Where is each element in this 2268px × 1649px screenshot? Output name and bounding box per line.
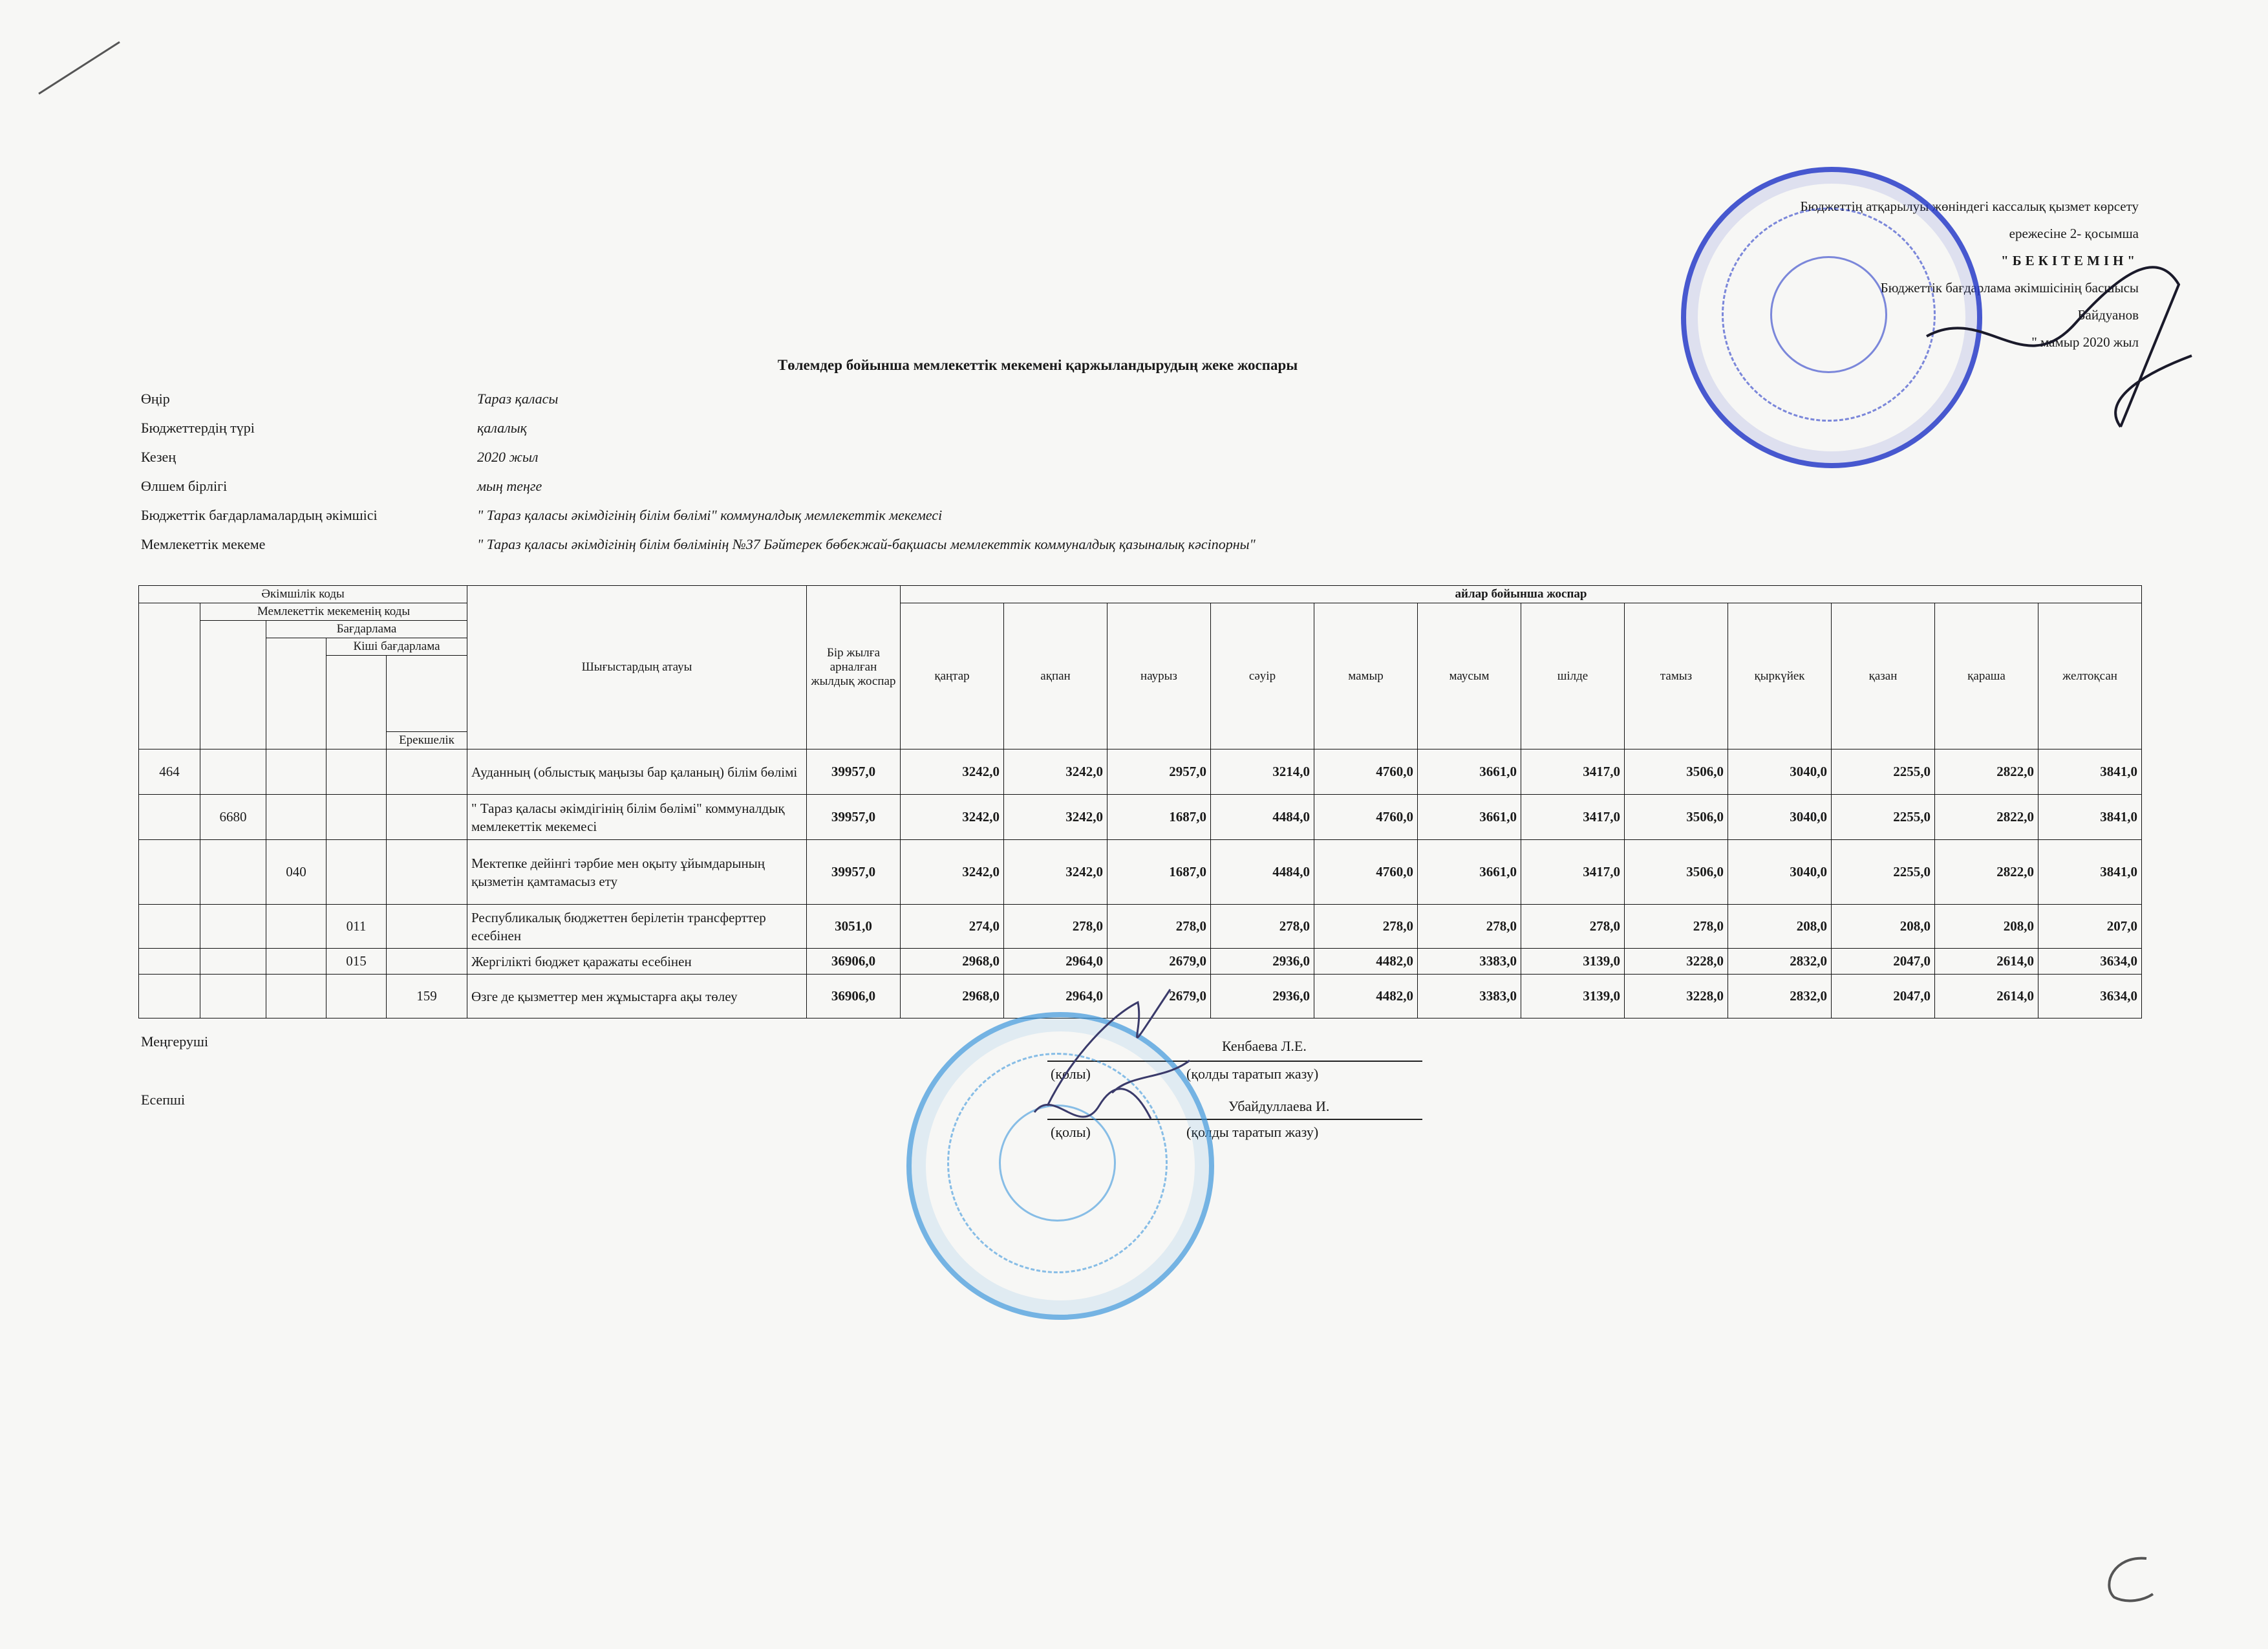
month-value-cell: 278,0 xyxy=(1418,905,1521,949)
month-value-cell: 3634,0 xyxy=(2038,975,2142,1018)
meta-value: Тараз қаласы xyxy=(477,391,559,407)
month-value-cell: 3661,0 xyxy=(1418,840,1521,905)
code-cell xyxy=(387,949,467,975)
month-value-cell: 2047,0 xyxy=(1832,949,1935,975)
table-row xyxy=(139,749,2142,795)
annual-plan-cell: 39957,0 xyxy=(807,749,901,795)
month-value-cell: 3040,0 xyxy=(1728,795,1832,840)
month-value-cell: 3634,0 xyxy=(2038,949,2142,975)
month-value-cell: 2614,0 xyxy=(1935,949,2038,975)
table-row xyxy=(139,905,2142,949)
month-header: ақпан xyxy=(1004,603,1107,749)
month-header: наурыз xyxy=(1107,603,1211,749)
code-cell xyxy=(139,795,200,840)
month-value-cell: 3383,0 xyxy=(1418,975,1521,1018)
approval-line-1: Бюджеттің атқарылуы жөніндегі кассалық қызмет көрсету xyxy=(1800,199,2139,214)
month-value-cell: 3228,0 xyxy=(1625,975,1728,1018)
code-cell xyxy=(200,905,266,949)
month-value-cell: 4484,0 xyxy=(1211,795,1314,840)
annual-plan-cell: 39957,0 xyxy=(807,795,901,840)
approval-line-4: Бюджеттік бағдарлама әкімшісінің басшысы xyxy=(1880,280,2139,296)
month-value-cell: 3506,0 xyxy=(1625,840,1728,905)
month-value-cell: 2968,0 xyxy=(901,949,1004,975)
month-value-cell: 278,0 xyxy=(1107,905,1211,949)
month-value-cell: 3841,0 xyxy=(2038,840,2142,905)
month-value-cell: 2832,0 xyxy=(1728,949,1832,975)
month-value-cell: 2936,0 xyxy=(1211,975,1314,1018)
month-value-cell: 3242,0 xyxy=(901,795,1004,840)
code-cell xyxy=(200,840,266,905)
meta-value: мың теңге xyxy=(477,478,542,494)
month-value-cell: 3242,0 xyxy=(1004,840,1107,905)
manager-name: Кенбаева Л.Е. xyxy=(1222,1038,1307,1054)
table-row xyxy=(139,795,2142,840)
code-cell xyxy=(139,949,200,975)
specific-header: Ерекшелік xyxy=(387,732,467,749)
month-value-cell: 3214,0 xyxy=(1211,749,1314,795)
header-row-1 xyxy=(139,586,2142,603)
accountant-name: Убайдуллаева И. xyxy=(1228,1098,1330,1114)
code-cell xyxy=(200,949,266,975)
month-value-cell: 4484,0 xyxy=(1211,840,1314,905)
month-value-cell: 2968,0 xyxy=(901,975,1004,1018)
accountant-label: Есепші xyxy=(141,1092,186,1108)
month-value-cell: 3040,0 xyxy=(1728,749,1832,795)
month-header: қыркүйек xyxy=(1728,603,1832,749)
meta-label: Өлшем бірлігі xyxy=(141,478,228,494)
month-value-cell: 4760,0 xyxy=(1314,795,1418,840)
month-value-cell: 2822,0 xyxy=(1935,795,2038,840)
month-value-cell: 3139,0 xyxy=(1521,975,1625,1018)
month-value-cell: 1687,0 xyxy=(1107,795,1211,840)
approver-name: Байдуанов xyxy=(2077,307,2139,323)
month-value-cell: 2832,0 xyxy=(1728,975,1832,1018)
decode-note: (қолды таратып жазу) xyxy=(1186,1066,1319,1082)
month-value-cell: 2614,0 xyxy=(1935,975,2038,1018)
annual-plan-cell: 36906,0 xyxy=(807,975,901,1018)
approval-heading: "БЕКІТЕМІН" xyxy=(2001,253,2139,268)
meta-label: Өңір xyxy=(141,391,170,407)
expense-name-cell: Өзге де қызметтер мен жұмыстарға ақы төлеу xyxy=(467,975,807,1018)
month-value-cell: 2964,0 xyxy=(1004,949,1107,975)
annual-plan-cell: 36906,0 xyxy=(807,949,901,975)
meta-label: Бюджеттердің түрі xyxy=(141,420,255,436)
code-cell xyxy=(200,975,266,1018)
code-cell xyxy=(139,840,200,905)
code-cell xyxy=(139,905,200,949)
month-header: қараша xyxy=(1935,603,2038,749)
code-cell xyxy=(139,975,200,1018)
month-value-cell: 3417,0 xyxy=(1521,795,1625,840)
month-value-cell: 278,0 xyxy=(1004,905,1107,949)
month-value-cell: 278,0 xyxy=(1521,905,1625,949)
meta-value: 2020 жыл xyxy=(477,449,539,465)
code-cell xyxy=(326,795,387,840)
month-header: желтоқсан xyxy=(2038,603,2142,749)
code-cell xyxy=(266,749,326,795)
expense-name-header: Шығыстардың атауы xyxy=(467,586,807,749)
table-row xyxy=(139,949,2142,975)
decode-note: (қолды таратып жазу) xyxy=(1186,1124,1319,1140)
month-value-cell: 3506,0 xyxy=(1625,795,1728,840)
monthly-plan-header: айлар бойынша жоспар xyxy=(901,586,2142,603)
month-value-cell: 278,0 xyxy=(1314,905,1418,949)
code-cell: 159 xyxy=(387,975,467,1018)
code-cell xyxy=(266,949,326,975)
month-value-cell: 4482,0 xyxy=(1314,949,1418,975)
month-value-cell: 2679,0 xyxy=(1107,975,1211,1018)
month-header: маусым xyxy=(1418,603,1521,749)
month-value-cell: 3841,0 xyxy=(2038,749,2142,795)
month-value-cell: 3040,0 xyxy=(1728,840,1832,905)
month-value-cell: 3506,0 xyxy=(1625,749,1728,795)
code-cell xyxy=(387,905,467,949)
code-cell xyxy=(387,840,467,905)
month-header: тамыз xyxy=(1625,603,1728,749)
month-value-cell: 208,0 xyxy=(1832,905,1935,949)
manager-label: Меңгеруші xyxy=(141,1033,209,1050)
month-value-cell: 208,0 xyxy=(1935,905,2038,949)
month-value-cell: 3228,0 xyxy=(1625,949,1728,975)
document-title: Төлемдер бойынша мемлекеттік мекемені қаржыландырудың жеке жоспары xyxy=(777,357,1298,373)
expense-name-cell: Ауданның (облыстық маңызы бар қаланың) білім бөлімі xyxy=(467,749,807,795)
month-value-cell: 2964,0 xyxy=(1004,975,1107,1018)
institution-code-header: Мемлекеттік мекеменің коды xyxy=(200,603,467,621)
month-value-cell: 1687,0 xyxy=(1107,840,1211,905)
expense-name-cell: Республикалық бюджеттен берілетін трансферттер есебінен xyxy=(467,905,807,949)
code-cell xyxy=(266,905,326,949)
month-value-cell: 4482,0 xyxy=(1314,975,1418,1018)
month-value-cell: 2936,0 xyxy=(1211,949,1314,975)
month-value-cell: 3417,0 xyxy=(1521,749,1625,795)
code-cell xyxy=(266,975,326,1018)
scan-mark-top-left xyxy=(32,32,129,103)
meta-value: " Тараз қаласы әкімдігінің білім бөлімінің №37 Бәйтерек бөбекжай-бақшасы мемлекеттік коммуналдық қазыналық кәсіпорны" xyxy=(477,536,1256,552)
month-value-cell: 2255,0 xyxy=(1832,840,1935,905)
month-value-cell: 2822,0 xyxy=(1935,749,2038,795)
meta-value: қалалық xyxy=(477,420,527,436)
meta-label: Мемлекеттік мекеме xyxy=(141,536,266,552)
code-cell xyxy=(387,749,467,795)
code-cell: 6680 xyxy=(200,795,266,840)
code-cell xyxy=(326,975,387,1018)
admin-code-header: Әкімшілік коды xyxy=(139,586,467,603)
month-value-cell: 2255,0 xyxy=(1832,749,1935,795)
signature-bottom-2 xyxy=(1022,1073,1164,1151)
expense-name-cell: " Тараз қаласы әкімдігінің білім бөлімі" коммуналдық мемлекеттік мекемесі xyxy=(467,795,807,840)
code-cell xyxy=(326,749,387,795)
expense-name-cell: Мектепке дейінгі тәрбие мен оқыту ұйымдарының қызметін қамтамасыз ету xyxy=(467,840,807,905)
month-value-cell: 3383,0 xyxy=(1418,949,1521,975)
expense-name-cell: Жергілікті бюджет қаражаты есебінен xyxy=(467,949,807,975)
meta-label: Кезең xyxy=(141,449,177,465)
month-header: қазан xyxy=(1832,603,1935,749)
month-header: сәуір xyxy=(1211,603,1314,749)
month-value-cell: 2255,0 xyxy=(1832,795,1935,840)
month-value-cell: 278,0 xyxy=(1211,905,1314,949)
code-cell xyxy=(387,795,467,840)
month-value-cell: 208,0 xyxy=(1728,905,1832,949)
annual-plan-cell: 3051,0 xyxy=(807,905,901,949)
month-value-cell: 2679,0 xyxy=(1107,949,1211,975)
month-value-cell: 2047,0 xyxy=(1832,975,1935,1018)
month-value-cell: 3242,0 xyxy=(901,840,1004,905)
month-value-cell: 3841,0 xyxy=(2038,795,2142,840)
code-cell: 015 xyxy=(326,949,387,975)
month-value-cell: 274,0 xyxy=(901,905,1004,949)
month-value-cell: 3242,0 xyxy=(1004,749,1107,795)
month-value-cell: 3242,0 xyxy=(1004,795,1107,840)
code-cell: 040 xyxy=(266,840,326,905)
month-value-cell: 278,0 xyxy=(1625,905,1728,949)
approval-date: " мамыр 2020 жыл xyxy=(2031,334,2139,350)
table-row xyxy=(139,840,2142,905)
code-cell xyxy=(266,795,326,840)
financing-plan-table xyxy=(138,585,2142,1018)
month-value-cell: 4760,0 xyxy=(1314,749,1418,795)
sign-note: (қолы) xyxy=(1051,1066,1091,1082)
month-header: шілде xyxy=(1521,603,1625,749)
meta-value: " Тараз қаласы әкімдігінің білім бөлімі" коммуналдық мемлекеттік мекемесі xyxy=(477,507,943,523)
month-value-cell: 2822,0 xyxy=(1935,840,2038,905)
approval-line-2: ережесіне 2- қосымша xyxy=(2009,226,2139,241)
annual-plan-header: Бір жылға арналған жылдық жоспар xyxy=(807,586,901,749)
month-value-cell: 207,0 xyxy=(2038,905,2142,949)
signature-top xyxy=(1907,213,2218,459)
month-header: мамыр xyxy=(1314,603,1418,749)
annual-plan-cell: 39957,0 xyxy=(807,840,901,905)
month-value-cell: 4760,0 xyxy=(1314,840,1418,905)
code-cell xyxy=(200,749,266,795)
month-value-cell: 2957,0 xyxy=(1107,749,1211,795)
month-value-cell: 3139,0 xyxy=(1521,949,1625,975)
scan-mark-bottom-right xyxy=(2088,1546,2166,1610)
code-cell: 464 xyxy=(139,749,200,795)
meta-label: Бюджеттік бағдарламалардың әкімшісі xyxy=(141,507,378,523)
month-value-cell: 3417,0 xyxy=(1521,840,1625,905)
code-cell xyxy=(326,840,387,905)
subprogram-header: Кіші бағдарлама xyxy=(326,638,467,656)
month-value-cell: 3242,0 xyxy=(901,749,1004,795)
month-header: қаңтар xyxy=(901,603,1004,749)
month-value-cell: 3661,0 xyxy=(1418,795,1521,840)
month-value-cell: 3661,0 xyxy=(1418,749,1521,795)
sign-note: (қолы) xyxy=(1051,1124,1091,1140)
program-header: Бағдарлама xyxy=(266,621,467,638)
code-cell: 011 xyxy=(326,905,387,949)
header-row-2 xyxy=(139,603,2142,621)
